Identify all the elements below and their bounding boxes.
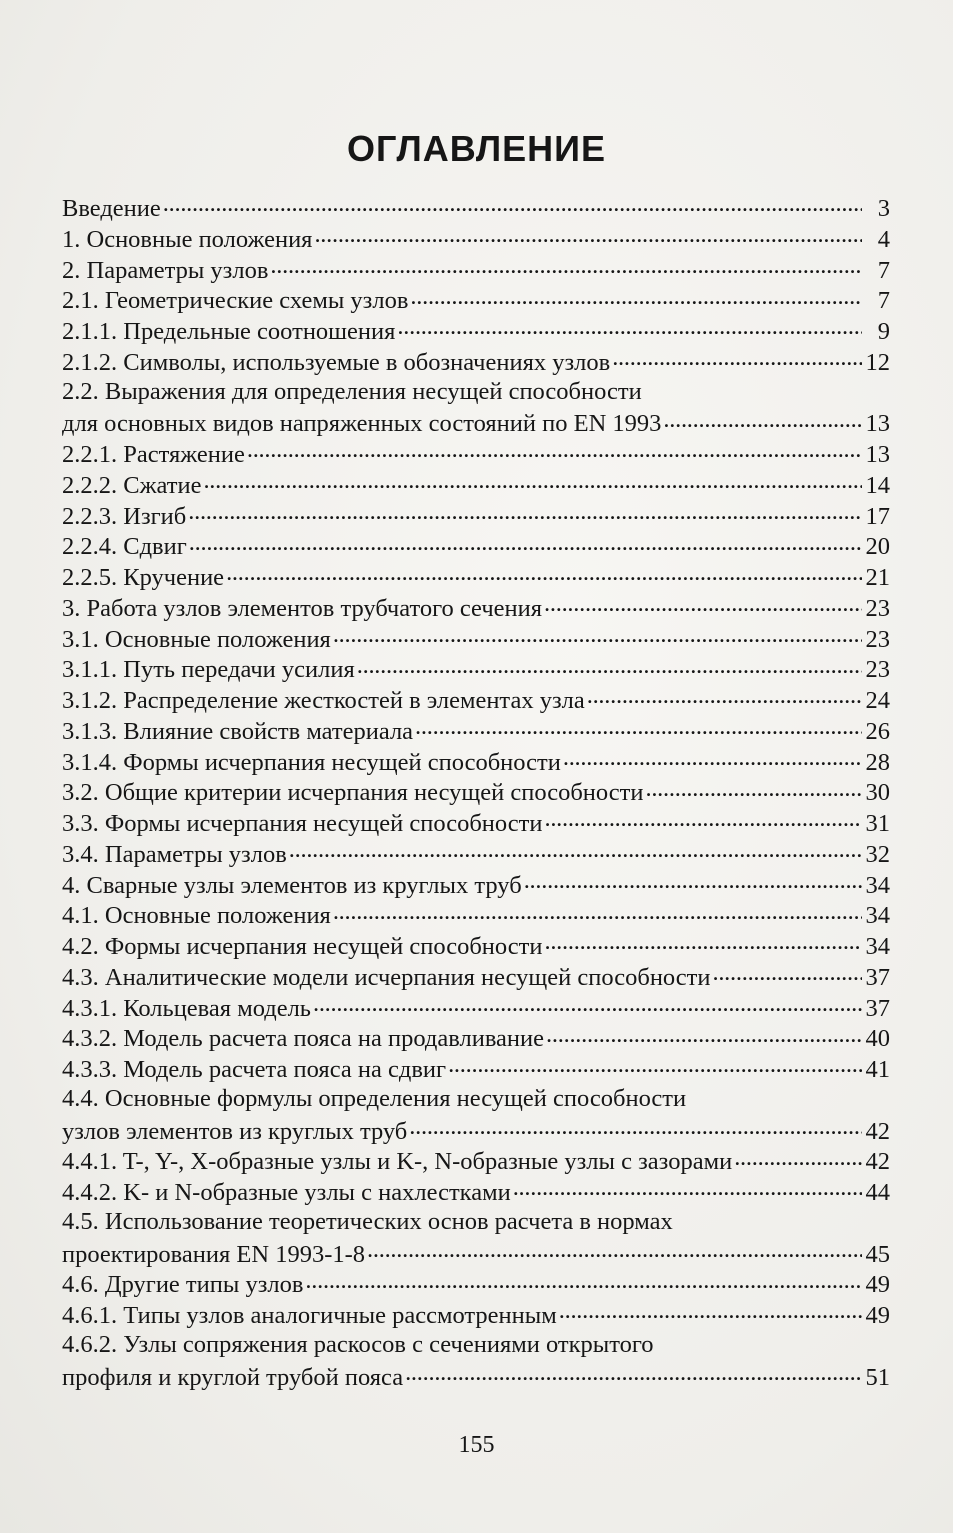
dot-leader <box>333 623 862 647</box>
dot-leader <box>357 653 862 677</box>
dot-leader <box>513 1176 862 1200</box>
toc-entry-page: 20 <box>865 533 890 561</box>
toc-entry-title: 4.5. Использование теоретических основ расчета в нормах <box>62 1207 673 1235</box>
toc-entry-page: 23 <box>865 656 890 684</box>
toc-entry-page: 49 <box>865 1302 890 1329</box>
toc-entry <box>62 776 890 807</box>
toc-entry <box>62 1115 890 1146</box>
dot-leader <box>397 315 862 339</box>
toc-entry <box>62 623 890 654</box>
toc-entry-title: 4.3.3. Модель расчета пояса на сдвиг <box>62 1056 447 1083</box>
toc-entry <box>62 1330 890 1361</box>
toc-entry-title: 4.4.1. T-, Y-, X-образные узлы и K-, N-образные узлы с зазорами <box>62 1148 733 1176</box>
toc-entry-page: 40 <box>865 1025 890 1053</box>
toc-entry <box>62 1268 890 1299</box>
dot-leader <box>546 1022 862 1046</box>
toc-entry-page: 31 <box>865 810 890 837</box>
toc-entry <box>62 530 890 561</box>
toc-entry-title: 4.4.2. K- и N-образные узлы с нахлестками <box>62 1179 511 1206</box>
toc-entry-title: 3.2. Общие критерии исчерпания несущей способности <box>62 779 644 807</box>
toc-entry-page: 4 <box>877 225 890 253</box>
toc-entry <box>62 684 890 715</box>
toc-entry <box>62 223 890 254</box>
dot-leader <box>367 1238 862 1262</box>
toc-entry-title: 2.1.1. Предельные соотношения <box>62 318 396 345</box>
dot-leader <box>203 469 862 493</box>
dot-leader <box>524 869 862 893</box>
toc-entry-page: 42 <box>865 1117 890 1145</box>
toc-entry <box>62 1053 890 1084</box>
toc-entry-page: 45 <box>865 1240 890 1268</box>
toc-entry <box>62 746 890 777</box>
toc-entry-title: 3.1.3. Влияние свойств материала <box>62 717 414 745</box>
dot-leader <box>587 684 862 708</box>
toc-entry-page: 14 <box>865 471 890 499</box>
dot-leader <box>663 407 862 431</box>
dot-leader <box>305 1268 862 1292</box>
toc-entry-title: 3. Работа узлов элементов трубчатого сечения <box>62 594 543 622</box>
toc-entry-page: 37 <box>865 994 890 1022</box>
toc-entry-title: узлов элементов из круглых труб <box>62 1117 408 1145</box>
toc-entry-title: 4.2. Формы исчерпания несущей способности <box>62 933 543 960</box>
toc-entry-page: 9 <box>877 318 890 345</box>
toc-entry <box>62 1238 890 1269</box>
toc-entry <box>62 284 890 315</box>
dot-leader <box>333 899 862 923</box>
dot-leader <box>189 530 862 554</box>
page-title: ОГЛАВЛЕНИЕ <box>346 128 607 169</box>
toc-entry-title: 4.3.1. Кольцевая модель <box>62 994 311 1022</box>
toc-entry-page: 17 <box>865 502 890 530</box>
toc-entry-title: 4.3.2. Модель расчета пояса на продавливание <box>62 1025 545 1053</box>
toc-entry-title: 2.2.5. Кручение <box>62 564 225 591</box>
toc-entry-page: 32 <box>865 840 890 868</box>
toc-entry-title: 2.2.4. Сдвиг <box>62 533 187 561</box>
dot-leader <box>448 1053 862 1077</box>
toc-entry <box>62 1176 890 1207</box>
toc-entry-page: 28 <box>865 748 890 776</box>
toc-entry <box>62 961 890 992</box>
toc-entry-page: 41 <box>865 1056 890 1083</box>
toc-entry <box>62 1022 890 1053</box>
toc-entry <box>62 192 890 223</box>
toc-entry <box>62 1361 890 1392</box>
toc-entry <box>62 377 890 408</box>
toc-entry <box>62 500 890 531</box>
toc-entry <box>62 1207 890 1238</box>
table-of-contents <box>62 192 890 1391</box>
toc-entry-title: Введение <box>62 195 161 222</box>
toc-entry-title: 2.2.1. Растяжение <box>62 441 245 468</box>
page-number: 155 <box>458 1432 495 1458</box>
toc-entry-title: 3.4. Параметры узлов <box>62 840 287 868</box>
toc-entry <box>62 715 890 746</box>
dot-leader <box>415 715 862 739</box>
toc-entry-page: 21 <box>865 564 890 591</box>
dot-leader <box>226 561 862 585</box>
toc-entry <box>62 438 890 469</box>
toc-entry <box>62 469 890 500</box>
toc-entry <box>62 930 890 961</box>
toc-entry-page: 7 <box>877 256 890 284</box>
toc-entry-title: профиля и круглой трубой пояса <box>62 1363 404 1391</box>
toc-entry-page: 7 <box>877 287 890 315</box>
toc-entry-title: 4.6.2. Узлы сопряжения раскосов с сечениями открытого <box>62 1330 654 1358</box>
dot-leader <box>612 346 862 370</box>
toc-entry-title: 1. Основные положения <box>62 225 313 253</box>
toc-entry-title: 3.1. Основные положения <box>62 625 331 653</box>
toc-entry <box>62 346 890 377</box>
toc-entry-title: для основных видов напряженных состояний по EN 1993 <box>62 410 662 438</box>
toc-entry-title: 3.3. Формы исчерпания несущей способности <box>62 810 543 837</box>
toc-entry <box>62 1299 890 1330</box>
toc-entry-page: 44 <box>865 1179 890 1206</box>
dot-leader <box>405 1361 862 1385</box>
dot-leader <box>410 284 862 308</box>
toc-entry-page: 13 <box>865 441 890 468</box>
dot-leader <box>712 961 862 985</box>
toc-entry-page: 26 <box>865 717 890 745</box>
dot-leader <box>544 807 862 831</box>
toc-entry <box>62 869 890 900</box>
toc-entry-title: 4.6.1. Типы узлов аналогичные рассмотренным <box>62 1302 557 1329</box>
toc-entry <box>62 407 890 438</box>
dot-leader <box>270 254 862 278</box>
toc-entry-page: 13 <box>865 410 890 438</box>
toc-entry-page: 12 <box>865 348 890 376</box>
dot-leader <box>544 930 862 954</box>
dot-leader <box>163 192 862 216</box>
dot-leader <box>734 1145 862 1169</box>
toc-entry-title: 2.2.2. Сжатие <box>62 471 202 499</box>
toc-entry-page: 23 <box>865 594 890 622</box>
toc-entry-title: 4.4. Основные формулы определения несущей способности <box>62 1084 687 1112</box>
toc-entry-title: 2.1.2. Символы, используемые в обозначениях узлов <box>62 348 611 376</box>
toc-entry-title: проектирования EN 1993-1-8 <box>62 1240 366 1268</box>
toc-entry-page: 30 <box>865 779 890 807</box>
toc-entry <box>62 315 890 346</box>
dot-leader <box>544 592 862 616</box>
toc-entry-page: 42 <box>865 1148 890 1176</box>
toc-entry-page: 24 <box>865 687 890 714</box>
toc-entry <box>62 807 890 838</box>
toc-entry-title: 4.6. Другие типы узлов <box>62 1271 304 1299</box>
toc-entry <box>62 561 890 592</box>
toc-entry-page: 23 <box>865 625 890 653</box>
dot-leader <box>314 223 862 247</box>
dot-leader <box>559 1299 862 1323</box>
toc-entry <box>62 1145 890 1176</box>
toc-entry-title: 2.2.3. Изгиб <box>62 502 187 530</box>
dot-leader <box>289 838 862 862</box>
toc-entry-page: 51 <box>865 1363 890 1391</box>
toc-entry-title: 3.1.1. Путь передачи усилия <box>62 656 355 684</box>
toc-entry-title: 4.1. Основные положения <box>62 902 331 930</box>
toc-entry-title: 2.2. Выражения для определения несущей способности <box>62 377 642 405</box>
toc-entry <box>62 992 890 1023</box>
toc-entry <box>62 1084 890 1115</box>
toc-entry-title: 3.1.2. Распределение жесткостей в элементах узла <box>62 687 585 714</box>
toc-entry <box>62 838 890 869</box>
dot-leader <box>645 776 862 800</box>
toc-entry <box>62 899 890 930</box>
dot-leader <box>247 438 862 462</box>
dot-leader <box>188 500 862 524</box>
toc-entry-page: 49 <box>865 1271 890 1299</box>
toc-entry-page: 3 <box>877 195 890 222</box>
toc-entry <box>62 653 890 684</box>
toc-entry-page: 34 <box>865 902 890 930</box>
toc-entry <box>62 592 890 623</box>
toc-entry-page: 37 <box>865 963 890 991</box>
toc-entry-title: 3.1.4. Формы исчерпания несущей способности <box>62 748 561 776</box>
toc-entry-title: 4. Сварные узлы элементов из круглых труб <box>62 871 522 899</box>
toc-entry-page: 34 <box>865 871 890 899</box>
toc-entry <box>62 254 890 285</box>
dot-leader <box>563 746 862 770</box>
toc-entry-page: 34 <box>865 933 890 960</box>
toc-entry-title: 4.3. Аналитические модели исчерпания несущей способности <box>62 963 711 991</box>
toc-entry-title: 2.1. Геометрические схемы узлов <box>62 287 409 315</box>
dot-leader <box>313 992 862 1016</box>
dot-leader <box>409 1115 862 1139</box>
toc-entry-title: 2. Параметры узлов <box>62 256 269 284</box>
